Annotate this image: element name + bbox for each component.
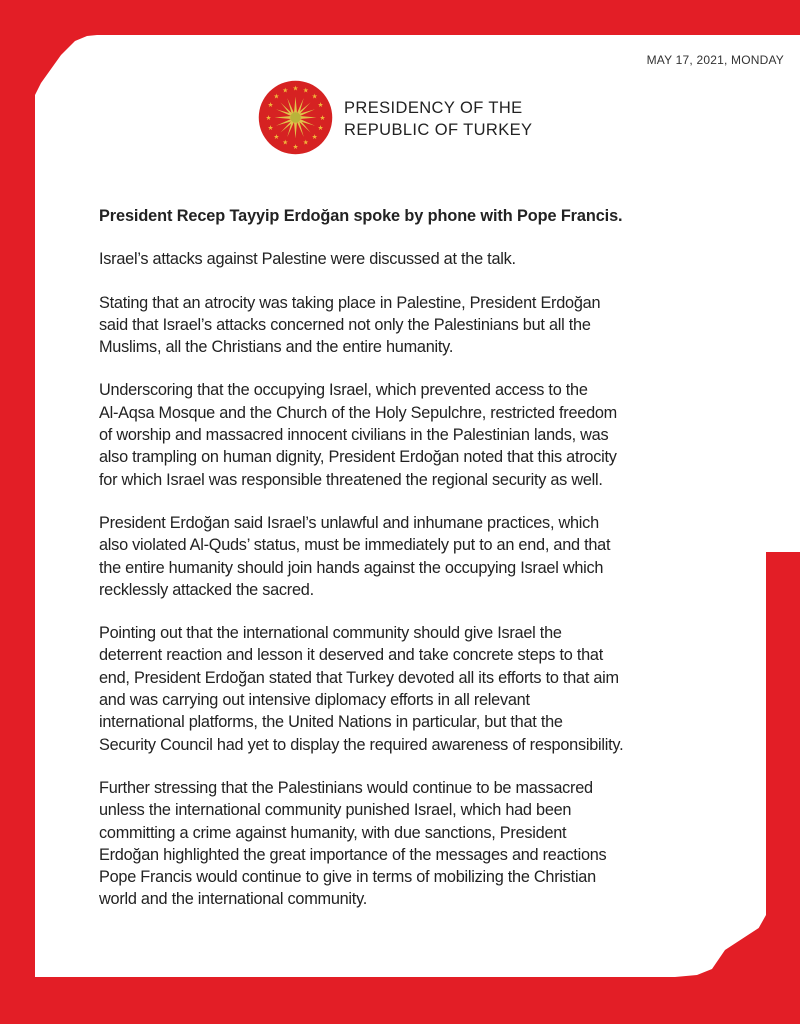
paragraph-line: Security Council had yet to display the required awareness of responsibility.	[99, 735, 624, 754]
svg-text:★: ★	[311, 92, 318, 101]
paragraph-line: for which Israel was responsible threatened the regional security as well.	[99, 470, 603, 489]
paragraph-line: international platforms, the United Nations in particular, but that the	[99, 713, 563, 732]
paragraph-line: unless the international community punished Israel, which had been	[99, 801, 572, 820]
paragraph-line: Pope Francis would continue to give in terms of mobilizing the Christian	[99, 868, 596, 887]
svg-text:★: ★	[302, 138, 309, 147]
paragraph-line: also trampling on human dignity, President Erdoğan noted that this atrocity	[99, 448, 617, 467]
svg-text:★: ★	[267, 124, 274, 133]
article-paragraph	[99, 512, 739, 601]
paragraph-line: the entire humanity should join hands against the occupying Israel which	[99, 558, 604, 577]
svg-text:★: ★	[282, 138, 289, 147]
paragraph-line: deterrent reaction and lesson it deserved and take concrete steps to that	[99, 646, 603, 665]
paragraph-line: world and the international community.	[99, 890, 368, 909]
press-release-date: MAY 17, 2021, MONDAY	[646, 53, 784, 67]
article-body	[99, 205, 739, 932]
left-red-frame	[0, 35, 35, 462]
article-paragraph	[99, 777, 739, 911]
svg-text:★: ★	[302, 86, 309, 95]
paragraph-line: Muslims, all the Christians and the entire humanity.	[99, 338, 454, 357]
organization-line-1: PRESIDENCY OF THE	[344, 99, 523, 117]
paragraph-line: end, President Erdoğan stated that Turkey devoted all its efforts to that aim	[99, 668, 619, 687]
svg-text:★: ★	[319, 113, 326, 122]
svg-text:★: ★	[311, 132, 318, 141]
svg-text:★: ★	[273, 92, 280, 101]
presidential-seal-icon	[258, 80, 333, 155]
svg-text:★: ★	[292, 84, 299, 93]
article-headline: President Recep Tayyip Erdoğan spoke by phone with Pope Francis.	[99, 207, 623, 225]
paragraph-line: Underscoring that the occupying Israel, which prevented access to the	[99, 381, 588, 400]
paragraph-line: of worship and massacred innocent civilians in the Palestinian lands, was	[99, 426, 609, 445]
svg-text:★: ★	[317, 101, 324, 110]
paragraph-line: said that Israel’s attacks concerned not only the Palestinians but all the	[99, 315, 591, 334]
paragraph-line: President Erdoğan said Israel’s unlawful and inhumane practices, which	[99, 513, 599, 532]
right-red-frame	[766, 552, 800, 992]
article-paragraph	[99, 292, 739, 359]
paragraph-line: recklessly attacked the sacred.	[99, 580, 314, 599]
paragraph-line: Erdoğan highlighted the great importance of the messages and reactions	[99, 845, 607, 864]
svg-text:★: ★	[282, 86, 289, 95]
paragraph-line: Israel’s attacks against Palestine were discussed at the talk.	[99, 250, 516, 269]
paragraph-line: also violated Al-Quds’ status, must be immediately put to an end, and that	[99, 536, 611, 555]
paragraph-line: committing a crime against humanity, with due sanctions, President	[99, 823, 567, 842]
svg-text:★: ★	[265, 113, 272, 122]
paragraph-line: Al-Aqsa Mosque and the Church of the Holy Sepulchre, restricted freedom	[99, 403, 617, 422]
svg-text:★: ★	[292, 143, 299, 151]
article-paragraph	[99, 379, 739, 490]
paragraph-line: Pointing out that the international community should give Israel the	[99, 624, 562, 643]
paragraph-line: Stating that an atrocity was taking place in Palestine, President Erdoğan	[99, 293, 601, 312]
svg-text:★: ★	[267, 101, 274, 110]
article-paragraph	[99, 622, 739, 756]
paragraph-line: and was carrying out intensive diplomacy efforts in all relevant	[99, 691, 530, 710]
article-paragraph	[99, 248, 739, 270]
svg-text:★: ★	[273, 132, 280, 141]
organization-line-2: REPUBLIC OF TURKEY	[344, 121, 533, 139]
panel-right-upper	[766, 35, 800, 552]
svg-text:★: ★	[317, 124, 324, 133]
organization-name	[344, 97, 532, 141]
paragraph-line: Further stressing that the Palestinians would continue to be massacred	[99, 778, 593, 797]
